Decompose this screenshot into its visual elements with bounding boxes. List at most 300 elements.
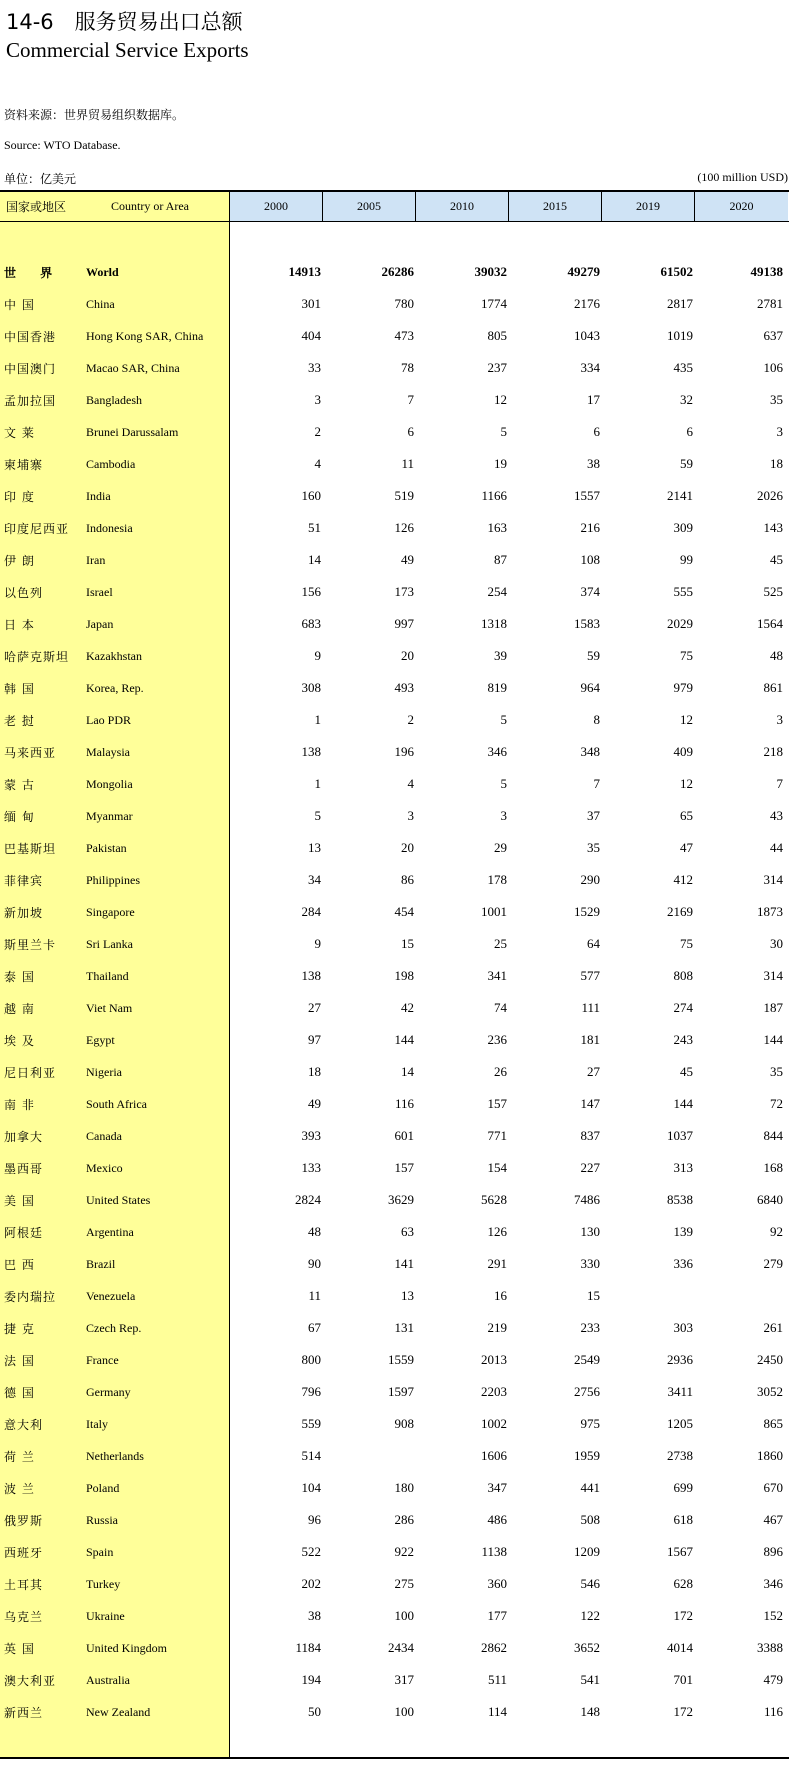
- value-cell: 3411: [667, 1384, 693, 1399]
- country-name-cn: 阿根廷: [4, 1225, 44, 1240]
- country-name-en: Germany: [86, 1384, 131, 1399]
- country-name-en: Mexico: [86, 1160, 123, 1175]
- value-cell: 131: [394, 1320, 414, 1335]
- value-cell: 1860: [757, 1448, 783, 1463]
- table-row: [0, 576, 789, 608]
- value-cell: 254: [487, 584, 507, 599]
- country-name-en: Cambodia: [86, 456, 136, 471]
- value-cell: 2176: [574, 296, 600, 311]
- table-row: [0, 672, 789, 704]
- value-cell: 38: [587, 456, 600, 471]
- value-cell: 144: [673, 1096, 693, 1111]
- value-cell: 796: [301, 1384, 321, 1399]
- value-cell: 35: [770, 1064, 783, 1079]
- table-row: [0, 896, 789, 928]
- value-cell: 1002: [481, 1416, 507, 1431]
- value-cell: 670: [763, 1480, 783, 1495]
- value-cell: 837: [580, 1128, 600, 1143]
- value-cell: 1166: [481, 488, 507, 503]
- value-cell: 2203: [481, 1384, 507, 1399]
- country-name-en: Japan: [86, 616, 114, 631]
- value-cell: 104: [301, 1480, 321, 1495]
- value-cell: 172: [673, 1704, 693, 1719]
- value-cell: 144: [763, 1032, 783, 1047]
- value-cell: 2169: [667, 904, 693, 919]
- value-cell: 628: [673, 1576, 693, 1591]
- value-cell: 49: [308, 1096, 321, 1111]
- value-cell: 138: [301, 968, 321, 983]
- value-cell: 317: [394, 1672, 414, 1687]
- value-cell: 7: [407, 392, 414, 407]
- value-cell: 198: [394, 968, 414, 983]
- country-name-cn: 孟加拉国: [4, 393, 57, 408]
- header-year: 2000: [230, 192, 323, 221]
- table-body: [0, 256, 789, 1728]
- value-cell: 2434: [388, 1640, 414, 1655]
- country-name-en: Bangladesh: [86, 392, 142, 407]
- header-year: 2010: [416, 192, 509, 221]
- value-cell: 771: [487, 1128, 507, 1143]
- table-row: [0, 1248, 789, 1280]
- country-name-cn: 波 兰: [4, 1481, 35, 1496]
- value-cell: 313: [673, 1160, 693, 1175]
- country-name-cn: 墨西哥: [4, 1161, 44, 1176]
- value-cell: 1184: [295, 1640, 321, 1655]
- value-cell: 284: [301, 904, 321, 919]
- country-name-cn: 法 国: [4, 1353, 35, 1368]
- value-cell: 309: [673, 520, 693, 535]
- value-cell: 147: [580, 1096, 600, 1111]
- value-cell: 1043: [574, 328, 600, 343]
- value-cell: 26: [494, 1064, 507, 1079]
- value-cell: 48: [308, 1224, 321, 1239]
- country-name-en: Philippines: [86, 872, 141, 887]
- value-cell: 601: [394, 1128, 414, 1143]
- country-name-cn: 澳大利亚: [4, 1673, 57, 1688]
- value-cell: 37: [587, 808, 600, 823]
- country-name-cn: 新加坡: [4, 905, 44, 920]
- country-name-en: Brazil: [86, 1256, 116, 1271]
- country-name-cn: 捷 克: [4, 1321, 35, 1336]
- value-cell: 435: [673, 360, 693, 375]
- value-cell: 334: [580, 360, 600, 375]
- value-cell: 1529: [574, 904, 600, 919]
- value-cell: 126: [394, 520, 414, 535]
- country-name-cn: 西班牙: [4, 1545, 44, 1560]
- value-cell: 1567: [667, 1544, 693, 1559]
- value-cell: 519: [394, 488, 414, 503]
- value-cell: 522: [301, 1544, 321, 1559]
- value-cell: 975: [580, 1416, 600, 1431]
- country-name-en: Myanmar: [86, 808, 133, 823]
- country-name-en: Russia: [86, 1512, 119, 1527]
- table-row: [0, 1120, 789, 1152]
- country-name-en: Poland: [86, 1480, 120, 1495]
- country-name-cn: 韩 国: [4, 681, 35, 696]
- country-name-cn: 泰 国: [4, 969, 35, 984]
- value-cell: 96: [308, 1512, 321, 1527]
- value-cell: 348: [580, 744, 600, 759]
- value-cell: 173: [394, 584, 414, 599]
- value-cell: 409: [673, 744, 693, 759]
- value-cell: 393: [301, 1128, 321, 1143]
- value-cell: 7: [593, 776, 600, 791]
- table-row: [0, 1280, 789, 1312]
- value-cell: 808: [673, 968, 693, 983]
- value-cell: 130: [580, 1224, 600, 1239]
- value-cell: 97: [308, 1032, 321, 1047]
- country-name-en: Korea, Rep.: [86, 680, 144, 695]
- value-cell: 99: [680, 552, 693, 567]
- header-country: [0, 192, 230, 221]
- value-cell: 2013: [481, 1352, 507, 1367]
- value-cell: 1564: [757, 616, 783, 631]
- value-cell: 3052: [757, 1384, 783, 1399]
- value-cell: 3: [500, 808, 507, 823]
- value-cell: 13: [308, 840, 321, 855]
- value-cell: 1959: [574, 1448, 600, 1463]
- value-cell: 2936: [667, 1352, 693, 1367]
- value-cell: 39032: [474, 264, 507, 279]
- value-cell: 699: [673, 1480, 693, 1495]
- table-row: [0, 288, 789, 320]
- value-cell: 160: [301, 488, 321, 503]
- value-cell: 360: [487, 1576, 507, 1591]
- table-row: [0, 864, 789, 896]
- table-row: [0, 1696, 789, 1728]
- country-name-cn: 乌克兰: [4, 1609, 44, 1624]
- country-name-en: Argentina: [86, 1224, 134, 1239]
- value-cell: 51: [308, 520, 321, 535]
- country-name-cn: 巴 西: [4, 1257, 35, 1272]
- value-cell: 3652: [574, 1640, 600, 1655]
- table-row: [0, 1312, 789, 1344]
- value-cell: 2450: [757, 1352, 783, 1367]
- value-cell: 20: [401, 840, 414, 855]
- country-name-cn: 委内瑞拉: [4, 1289, 57, 1304]
- country-name-cn: 斯里兰卡: [4, 937, 57, 952]
- value-cell: 997: [394, 616, 414, 631]
- value-cell: 1583: [574, 616, 600, 631]
- country-name-cn: 荷 兰: [4, 1449, 35, 1464]
- value-cell: 279: [763, 1256, 783, 1271]
- value-cell: 2756: [574, 1384, 600, 1399]
- value-cell: 49138: [750, 264, 783, 279]
- country-name-en: Venezuela: [86, 1288, 136, 1303]
- table-row: [0, 1152, 789, 1184]
- value-cell: 163: [487, 520, 507, 535]
- value-cell: 467: [763, 1512, 783, 1527]
- value-cell: 106: [763, 360, 783, 375]
- header-country-cn: 国家或地区: [6, 200, 67, 214]
- value-cell: 5: [500, 712, 507, 727]
- country-name-cn: 中国澳门: [4, 361, 57, 376]
- value-cell: 75: [680, 936, 693, 951]
- value-cell: 8538: [667, 1192, 693, 1207]
- value-cell: 86: [401, 872, 414, 887]
- value-cell: 3: [776, 712, 783, 727]
- value-cell: 559: [301, 1416, 321, 1431]
- value-cell: 314: [763, 872, 783, 887]
- value-cell: 1209: [574, 1544, 600, 1559]
- value-cell: 138: [301, 744, 321, 759]
- value-cell: 237: [487, 360, 507, 375]
- country-name-en: India: [86, 488, 111, 503]
- value-cell: 291: [487, 1256, 507, 1271]
- source-note-cn: 资料来源：世界贸易组织数据库。: [4, 108, 185, 122]
- value-cell: 1: [314, 712, 321, 727]
- country-name-en: Spain: [86, 1544, 114, 1559]
- country-name-cn: 哈萨克斯坦: [4, 649, 70, 664]
- value-cell: 7486: [574, 1192, 600, 1207]
- unit-note-en: (100 million USD): [697, 170, 788, 184]
- table-row: [0, 1536, 789, 1568]
- value-cell: 196: [394, 744, 414, 759]
- value-cell: 87: [494, 552, 507, 567]
- value-cell: 64: [587, 936, 600, 951]
- value-cell: 1559: [388, 1352, 414, 1367]
- value-cell: 2738: [667, 1448, 693, 1463]
- value-cell: 143: [763, 520, 783, 535]
- value-cell: 1138: [481, 1544, 507, 1559]
- country-name-en: Macao SAR, China: [86, 360, 180, 375]
- value-cell: 374: [580, 584, 600, 599]
- value-cell: 27: [587, 1064, 600, 1079]
- value-cell: 180: [394, 1480, 414, 1495]
- value-cell: 2029: [667, 616, 693, 631]
- header-year: 2005: [323, 192, 416, 221]
- value-cell: 1205: [667, 1416, 693, 1431]
- value-cell: 1318: [481, 616, 507, 631]
- country-name-en: Mongolia: [86, 776, 133, 791]
- value-cell: 100: [394, 1608, 414, 1623]
- table-row: [0, 1344, 789, 1376]
- value-cell: 412: [673, 872, 693, 887]
- value-cell: 187: [763, 1000, 783, 1015]
- value-cell: 14913: [288, 264, 321, 279]
- value-cell: 525: [763, 584, 783, 599]
- value-cell: 14: [401, 1064, 414, 1079]
- country-name-en: Singapore: [86, 904, 135, 919]
- value-cell: 236: [487, 1032, 507, 1047]
- value-cell: 126: [487, 1224, 507, 1239]
- value-cell: 19: [494, 456, 507, 471]
- table-row: [0, 416, 789, 448]
- value-cell: 2141: [667, 488, 693, 503]
- value-cell: 341: [487, 968, 507, 983]
- country-name-en: Turkey: [86, 1576, 121, 1591]
- value-cell: 274: [673, 1000, 693, 1015]
- country-name-cn: 美 国: [4, 1193, 35, 1208]
- value-cell: 683: [301, 616, 321, 631]
- country-name-cn: 老 挝: [4, 713, 35, 728]
- country-name-cn: 以色列: [4, 585, 44, 600]
- value-cell: 74: [494, 1000, 507, 1015]
- value-cell: 18: [308, 1064, 321, 1079]
- country-name-cn: 文 莱: [4, 425, 35, 440]
- unit-note-cn: 单位：亿美元: [4, 172, 77, 186]
- country-name-en: France: [86, 1352, 119, 1367]
- table-row: [0, 1600, 789, 1632]
- value-cell: 819: [487, 680, 507, 695]
- country-name-cn: 意大利: [4, 1417, 44, 1432]
- value-cell: 861: [763, 680, 783, 695]
- value-cell: 2549: [574, 1352, 600, 1367]
- value-cell: 152: [763, 1608, 783, 1623]
- value-cell: 181: [580, 1032, 600, 1047]
- value-cell: 12: [494, 392, 507, 407]
- value-cell: 908: [394, 1416, 414, 1431]
- value-cell: 2: [314, 424, 321, 439]
- table-row: [0, 448, 789, 480]
- value-cell: 479: [763, 1672, 783, 1687]
- value-cell: 6: [593, 424, 600, 439]
- value-cell: 1: [314, 776, 321, 791]
- country-name-cn: 中国香港: [4, 329, 57, 344]
- value-cell: 473: [394, 328, 414, 343]
- value-cell: 111: [581, 1000, 600, 1015]
- value-cell: 108: [580, 552, 600, 567]
- value-cell: 216: [580, 520, 600, 535]
- country-name-en: Pakistan: [86, 840, 127, 855]
- country-name-en: Sri Lanka: [86, 936, 133, 951]
- country-name-en: Ukraine: [86, 1608, 125, 1623]
- value-cell: 541: [580, 1672, 600, 1687]
- value-cell: 30: [770, 936, 783, 951]
- table-row: [0, 1088, 789, 1120]
- value-cell: 301: [301, 296, 321, 311]
- value-cell: 48: [770, 648, 783, 663]
- value-cell: 286: [394, 1512, 414, 1527]
- value-cell: 865: [763, 1416, 783, 1431]
- value-cell: 555: [673, 584, 693, 599]
- value-cell: 4: [314, 456, 321, 471]
- value-cell: 11: [308, 1288, 321, 1303]
- table-row: [0, 1632, 789, 1664]
- country-name-cn: 土耳其: [4, 1577, 44, 1592]
- value-cell: 314: [763, 968, 783, 983]
- value-cell: 5: [500, 424, 507, 439]
- value-cell: 346: [487, 744, 507, 759]
- country-name-en: World: [86, 264, 119, 279]
- value-cell: 233: [580, 1320, 600, 1335]
- value-cell: 800: [301, 1352, 321, 1367]
- table-row: [0, 832, 789, 864]
- value-cell: 243: [673, 1032, 693, 1047]
- country-name-cn: 日 本: [4, 617, 35, 632]
- value-cell: 148: [580, 1704, 600, 1719]
- value-cell: 6: [686, 424, 693, 439]
- country-name-cn: 马来西亚: [4, 745, 57, 760]
- value-cell: 2862: [481, 1640, 507, 1655]
- country-name-cn: 俄罗斯: [4, 1513, 44, 1528]
- table-row: [0, 1408, 789, 1440]
- value-cell: 514: [301, 1448, 321, 1463]
- table-row: [0, 960, 789, 992]
- value-cell: 194: [301, 1672, 321, 1687]
- value-cell: 290: [580, 872, 600, 887]
- value-cell: 177: [487, 1608, 507, 1623]
- value-cell: 65: [680, 808, 693, 823]
- table-row: [0, 544, 789, 576]
- value-cell: 26286: [381, 264, 414, 279]
- value-cell: 9: [314, 936, 321, 951]
- value-cell: 35: [587, 840, 600, 855]
- value-cell: 11: [401, 456, 414, 471]
- value-cell: 493: [394, 680, 414, 695]
- value-cell: 979: [673, 680, 693, 695]
- country-name-en: Italy: [86, 1416, 108, 1431]
- value-cell: 122: [580, 1608, 600, 1623]
- value-cell: 157: [487, 1096, 507, 1111]
- country-name-cn: 缅 甸: [4, 809, 35, 824]
- country-name-en: Hong Kong SAR, China: [86, 328, 204, 343]
- value-cell: 896: [763, 1544, 783, 1559]
- source-note-en: Source: WTO Database.: [4, 138, 121, 152]
- table-row: [0, 1568, 789, 1600]
- value-cell: 90: [308, 1256, 321, 1271]
- value-cell: 139: [673, 1224, 693, 1239]
- value-cell: 4014: [667, 1640, 693, 1655]
- country-name-en: Brunei Darussalam: [86, 424, 179, 439]
- value-cell: 2781: [757, 296, 783, 311]
- country-name-cn: 加拿大: [4, 1129, 44, 1144]
- value-cell: 1606: [481, 1448, 507, 1463]
- value-cell: 45: [770, 552, 783, 567]
- country-name-en: Nigeria: [86, 1064, 122, 1079]
- value-cell: 1019: [667, 328, 693, 343]
- table-row: [0, 1376, 789, 1408]
- country-name-cn: 伊 朗: [4, 553, 35, 568]
- country-name-en: China: [86, 296, 115, 311]
- header-country-en: Country or Area: [111, 199, 189, 213]
- table-row: [0, 800, 789, 832]
- value-cell: 441: [580, 1480, 600, 1495]
- value-cell: 15: [401, 936, 414, 951]
- value-cell: 6840: [757, 1192, 783, 1207]
- value-cell: 1037: [667, 1128, 693, 1143]
- value-cell: 156: [301, 584, 321, 599]
- value-cell: 546: [580, 1576, 600, 1591]
- country-name-cn: 尼日利亚: [4, 1065, 57, 1080]
- value-cell: 141: [394, 1256, 414, 1271]
- country-name-en: Netherlands: [86, 1448, 144, 1463]
- value-cell: 805: [487, 328, 507, 343]
- value-cell: 486: [487, 1512, 507, 1527]
- value-cell: 78: [401, 360, 414, 375]
- value-cell: 43: [770, 808, 783, 823]
- value-cell: 2824: [295, 1192, 321, 1207]
- country-name-cn: 新西兰: [4, 1705, 44, 1720]
- country-name-cn: 南 非: [4, 1097, 35, 1112]
- page-title-en: Commercial Service Exports: [6, 38, 249, 62]
- table-row: [0, 512, 789, 544]
- value-cell: 618: [673, 1512, 693, 1527]
- country-name-cn: 印 度: [4, 489, 35, 504]
- table-row: [0, 352, 789, 384]
- table-row: [0, 320, 789, 352]
- value-cell: 3388: [757, 1640, 783, 1655]
- table-bottom-rule: [0, 1757, 789, 1759]
- table-row: [0, 704, 789, 736]
- value-cell: 637: [763, 328, 783, 343]
- value-cell: 303: [673, 1320, 693, 1335]
- country-name-en: Kazakhstan: [86, 648, 142, 663]
- value-cell: 178: [487, 872, 507, 887]
- table-row: [0, 928, 789, 960]
- country-name-cn: 印度尼西亚: [4, 521, 70, 536]
- value-cell: 75: [680, 648, 693, 663]
